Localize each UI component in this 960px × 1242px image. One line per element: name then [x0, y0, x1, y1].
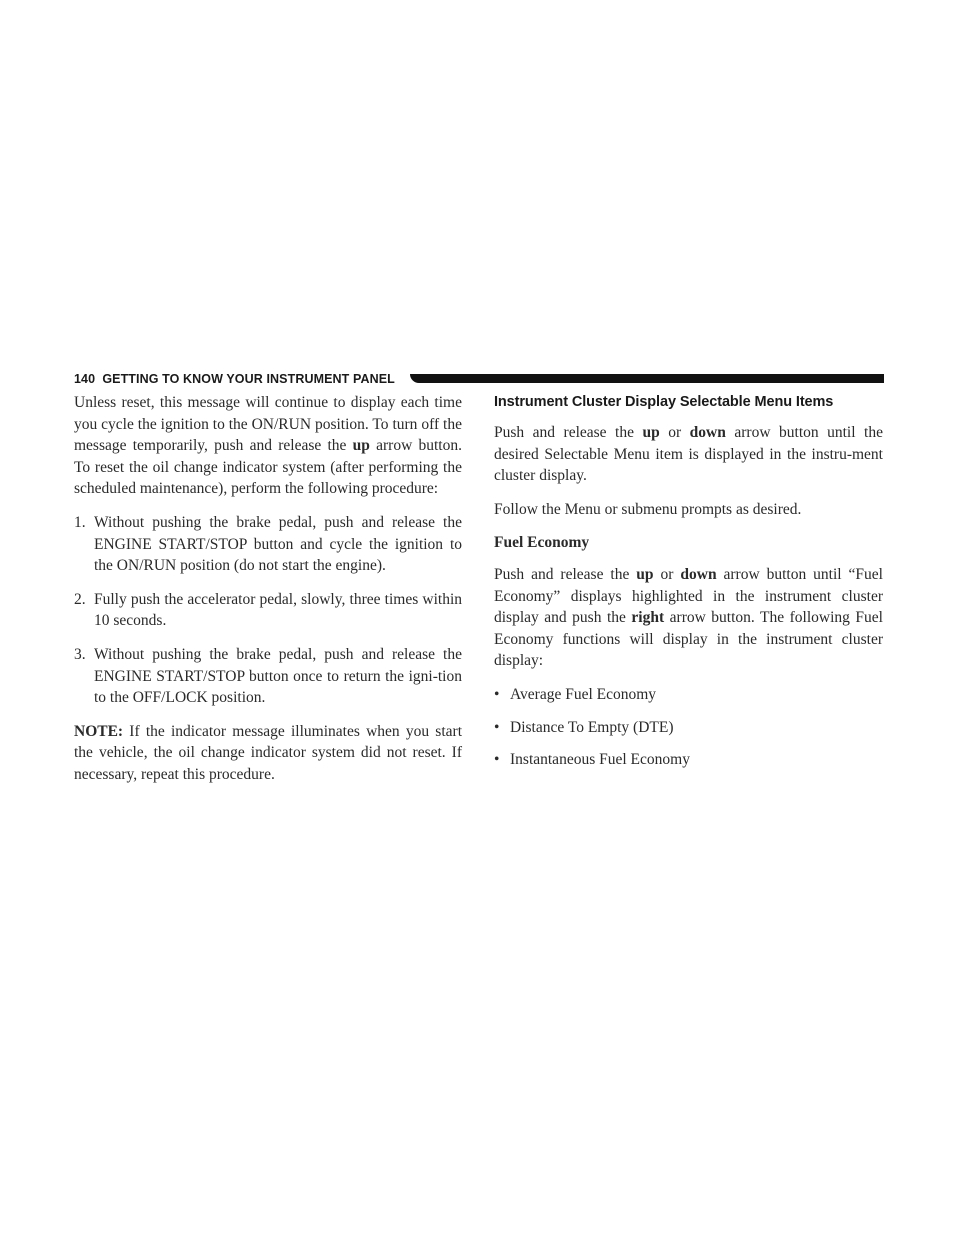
- menu-paragraph: [494, 422, 883, 487]
- intro-text: Unless reset, this message will continue to display each time you cycle the ignition to the ON/RUN position. To turn off the message temporarily, push and release the: [74, 394, 462, 455]
- list-item-text: Average Fuel Economy: [510, 685, 657, 703]
- section-heading: Instrument Cluster Display Selectable Menu Items: [494, 394, 834, 410]
- text: Push and release the: [494, 424, 643, 441]
- list-item-text: Distance To Empty (DTE): [510, 718, 674, 736]
- right-column: [494, 392, 883, 782]
- note-paragraph: [74, 721, 462, 786]
- section-title: GETTING TO KNOW YOUR INSTRUMENT PANEL: [102, 372, 395, 386]
- bold-down: down: [689, 424, 726, 441]
- text: or: [653, 565, 681, 583]
- header-text: [74, 370, 395, 388]
- intro-bold: up: [352, 437, 370, 455]
- text: arrow button until the desired Selectable Menu item is displayed in the instru-ment cluster display.: [494, 424, 883, 485]
- bold-down: down: [680, 565, 717, 583]
- step-number: 2.: [74, 590, 86, 608]
- fuel-economy-list: [494, 684, 883, 771]
- list-item-text: Instantaneous Fuel Economy: [510, 751, 690, 769]
- list-item: [494, 749, 883, 771]
- intro-text-2: arrow button. To reset the oil change indicator system (after performing the scheduled maintenance), perform the following procedure:: [74, 437, 462, 498]
- text: arrow button. The following Fuel Economy functions will display in the instrument cluster display:: [494, 609, 883, 670]
- step-number: 1.: [74, 513, 86, 531]
- step-item: [74, 589, 462, 632]
- step-number: 3.: [74, 645, 86, 663]
- bullet-icon: •: [494, 685, 500, 703]
- step-text: Without pushing the brake pedal, push and release the ENGINE START/STOP button and cycle the ignition to the ON/RUN position (do not start the engine).: [94, 513, 462, 575]
- fuel-economy-heading: Fuel Economy: [494, 534, 590, 552]
- bold-up: up: [642, 424, 660, 441]
- left-column: [74, 392, 462, 798]
- step-text: Fully push the accelerator pedal, slowly, three times within 10 seconds.: [94, 590, 462, 630]
- bold-right: right: [631, 609, 665, 627]
- fuel-economy-paragraph: [494, 564, 883, 672]
- header-bar: [410, 374, 884, 383]
- note-text: If the indicator message illuminates when you start the vehicle, the oil change indicator system did not reset. If necessary, repeat this procedure.: [74, 722, 462, 783]
- note-label: NOTE:: [74, 722, 124, 740]
- text: Push and release the: [494, 565, 637, 583]
- bullet-icon: •: [494, 751, 500, 769]
- step-text: Without pushing the brake pedal, push and release the ENGINE START/STOP button once to return the igni-tion to the OFF/LOCK position.: [94, 645, 462, 707]
- prompt-paragraph: Follow the Menu or submenu prompts as desired.: [494, 500, 802, 518]
- page-number: 140: [74, 372, 96, 386]
- list-item: [494, 717, 883, 739]
- text: or: [659, 424, 690, 441]
- text: arrow button until “Fuel Economy” displays highlighted in the instrument cluster display and push the: [494, 565, 883, 627]
- page-header: [74, 370, 884, 388]
- bold-up: up: [636, 565, 654, 583]
- bullet-icon: •: [494, 718, 500, 736]
- intro-paragraph: [74, 392, 462, 500]
- step-item: [74, 512, 462, 577]
- step-item: [74, 644, 462, 709]
- list-item: [494, 684, 883, 706]
